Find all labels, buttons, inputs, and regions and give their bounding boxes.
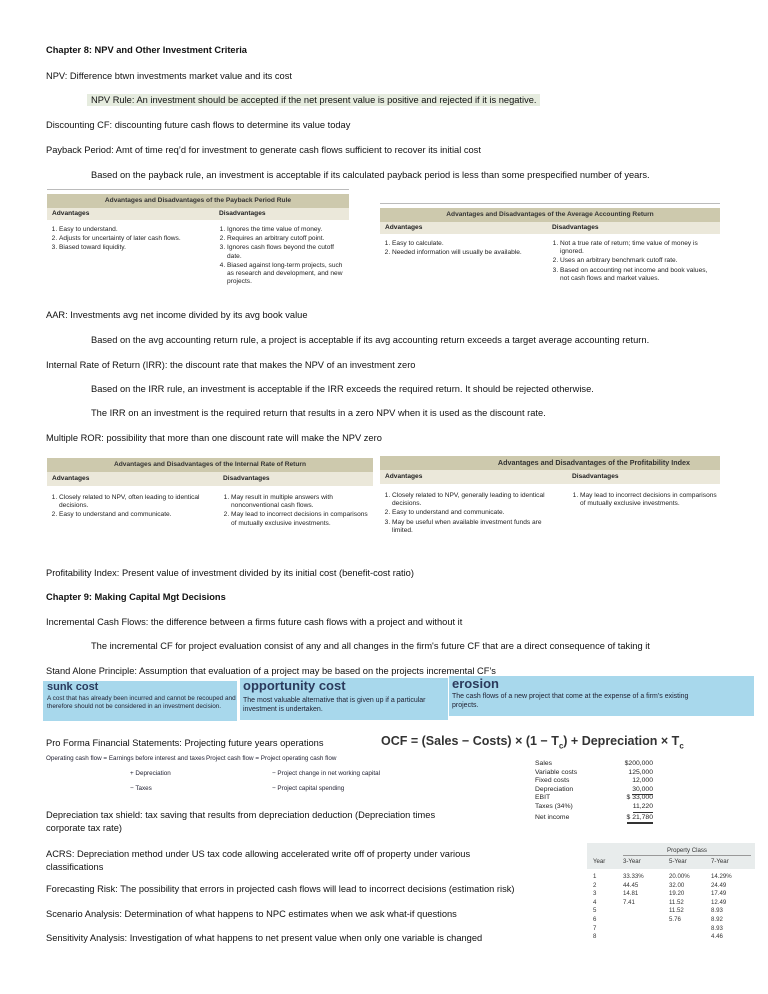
three-year-cell: 7.41 [623,898,635,906]
payback-rule: Based on the payback rule, an investment is acceptable if its calculated payback period is less than some prespecified number of years. [91,170,650,180]
seven-year-cell: 17.49 [711,890,727,898]
row-value: $ 21,780 [627,814,653,825]
disadvantages-list [215,226,345,287]
disadvantages-header: Disadvantages [572,473,619,480]
aar-rule: Based on the avg accounting return rule, a project is acceptable if its avg accounting return exceeds a target average accounting return. [91,335,650,345]
sensitivity-analysis: Sensitivity Analysis: Investigation of what happens to net present value when only one variable is changed [46,933,483,943]
list-item: 1. Easy to understand. [59,226,215,234]
list-item: 1. Ignores the time value of money. [227,226,345,234]
table-header [47,208,349,220]
minus-capital-spending: − Project capital spending [272,785,345,792]
discounting-cf: Discounting CF: discounting future cash flows to determine its value today [46,120,351,130]
pi-table [380,456,720,556]
seven-year-cell: 8.92 [711,916,723,923]
profitability-index: Profitability Index: Present value of investment divided by its initial cost (benefit-cost ratio) [46,568,414,578]
multiple-ror: Multiple ROR: possibility that more than one discount rate will make the NPV zero [46,433,382,443]
disadvantages-header: Disadvantages [552,224,599,231]
ocf-formula-subscript: c [679,741,684,751]
depreciation-tax-shield-cont: corporate tax rate) [46,823,122,833]
year-cell: 2 [593,881,597,889]
stand-alone-principle: Stand Alone Principle: Assumption that evaluation of a project may be based on the projects incremental CF’s [46,666,496,676]
row-label: Net income [535,813,570,821]
advantages-header: Advantages [52,210,90,217]
sunk-cost-title: sunk cost [47,681,99,693]
property-class-label: Property Class [667,847,707,854]
irr-definition-2: The IRR on an investment is the required return that results in a zero NPV when it is used as the discount rate. [91,408,546,418]
table-row [535,760,653,769]
row-label: Variable costs [535,768,578,776]
plus-depreciation: + Depreciation [130,770,171,777]
acrs-definition-cont: classifications [46,862,104,872]
disadvantages-list [219,494,369,529]
payback-period: Payback Period: Amt of time req’d for investment to generate cash flows sufficient to recover its initial cost [46,145,481,155]
table-row [535,794,653,803]
list-item: 3. Ignores cash flows beyond the cutoff date. [227,244,345,260]
advantages-header: Advantages [385,473,423,480]
seven-year-cell: 12.49 [711,898,727,906]
irr-rule: Based on the IRR rule, an investment is acceptable if the IRR exceeds the required return. It should be rejected otherwise. [91,384,594,394]
project-cash-flow-definition: Project cash flow = Project operating cash flow [206,755,337,762]
ocf-formula [381,734,684,751]
list-item: 1. Not a true rate of return; time value of money is ignored. [560,240,718,256]
seven-year-cell: 14.29% [711,873,732,880]
depreciation-tax-shield: Depreciation tax shield: tax saving that results from depreciation deduction (Depreciation times [46,810,436,820]
row-label: Fixed costs [535,777,570,785]
list-item: 1. May lead to incorrect decisions in comparisons of mutually exclusive investments. [580,492,718,508]
advantages-list [380,492,558,536]
minus-taxes: − Taxes [130,785,152,792]
income-statement [535,760,653,822]
npv-definition: NPV: Difference btwn investments market value and its cost [46,71,292,81]
list-item: 1. May result in multiple answers with nonconventional cash flows. [231,494,369,510]
row-label: Taxes (34%) [535,802,573,810]
erosion-description: The cash flows of a new project that come at the expense of a firm’s existing projects. [452,693,689,709]
table-row [535,814,653,823]
macrs-table [587,843,755,979]
five-year-cell: 11.52 [669,898,684,906]
list-item: 2. Uses an arbitrary benchmark cutoff rate. [560,257,718,265]
three-year-cell: 44.45 [623,881,639,889]
row-value: 30,000 [632,786,653,796]
disadvantages-header: Disadvantages [223,475,270,482]
row-value: 11,220 [633,803,653,813]
list-item: 4. Biased against long-term projects, such as research and development, and new projects. [227,262,345,287]
list-item: 3. May be useful when available investment funds are limited. [392,519,558,535]
table-title: Advantages and Disadvantages of the Average Accounting Return [380,208,720,222]
col-header: 3-Year [623,858,641,865]
year-cell: 6 [593,916,597,923]
operating-cash-flow-definition: Operating cash flow = Earnings before interest and taxes [46,755,205,762]
list-item: 3. Based on accounting net income and book values, not cash flows and market values. [560,267,718,283]
seven-year-cell: 24.49 [711,881,727,889]
advantages-header: Advantages [385,224,423,231]
erosion-title: erosion [452,676,499,691]
ocf-formula-subscript: c [558,741,564,751]
forecasting-risk: Forecasting Risk: The possibility that errors in projected cash flows will lead to incorrect decisions (estimation risk) [46,884,515,894]
erosion-box [449,676,754,716]
npv-rule [87,95,540,105]
row-label: Sales [535,760,553,767]
seven-year-cell: 8.93 [711,924,723,932]
acrs-definition: ACRS: Depreciation method under US tax code allowing accelerated write off of property under various [46,849,471,859]
disadvantages-list [568,492,718,509]
list-item: 1. Easy to calculate. [392,240,540,248]
aar-definition: AAR: Investments avg net income divided by its avg book value [46,310,308,320]
list-item: 2. Requires an arbitrary cutoff point. [227,235,345,243]
incremental-cash-flows: Incremental Cash Flows: the difference between a firms future cash flows with a project and without it [46,617,463,627]
five-year-cell: 19.20 [669,890,685,898]
col-header: 5-Year [669,858,687,865]
scenario-analysis: Scenario Analysis: Determination of what happens to NPC estimates when we ask what-if questions [46,909,457,919]
three-year-cell: 14.81 [623,890,639,898]
list-item: 2. May lead to incorrect decisions in comparisons of mutually exclusive investments. [231,511,369,527]
col-header: Year [593,858,606,865]
year-cell: 5 [593,907,597,915]
list-item: 1. Closely related to NPV, generally leading to identical decisions. [392,492,558,508]
list-item: 2. Adjusts for uncertainty of later cash flows. [59,235,215,243]
advantages-list [47,494,217,521]
list-item: 1. Closely related to NPV, often leading to identical decisions. [59,494,217,510]
table-row [535,786,653,795]
table-row [535,777,653,786]
five-year-cell: 5.76 [669,916,681,923]
seven-year-cell: 4.46 [711,933,723,941]
seven-year-cell: 8.93 [711,907,723,915]
year-cell: 4 [593,898,597,906]
sunk-cost-description: A cost that has already been incurred and cannot be recouped and therefore should not be considered in an investment decision. [47,695,236,710]
ocf-formula-main: OCF = (Sales − Costs) × (1 − T [381,734,559,748]
year-cell: 1 [593,873,597,880]
five-year-cell: 11.52 [669,907,684,915]
aar-table [380,203,720,302]
year-cell: 7 [593,924,597,932]
chapter-8-title: Chapter 8: NPV and Other Investment Criteria [46,45,247,55]
list-item: 2. Needed information will usually be available. [392,249,540,257]
npv-rule-highlight: NPV Rule: An investment should be accepted if the net present value is positive and rejected if it is negative. [87,94,540,106]
list-item: 2. Easy to understand and communicate. [392,509,558,517]
row-value: 12,000 [632,777,653,785]
ocf-formula-tail: ) + Depreciation × T [563,734,680,748]
col-header: 7-Year [711,858,729,865]
row-label: EBIT [535,794,551,802]
list-item: 2. Easy to understand and communicate. [59,511,217,519]
advantages-list [380,240,540,258]
list-item: 3. Biased toward liquidity. [59,244,215,252]
row-value: $ 33,000 [626,794,653,802]
five-year-cell: 20.00% [669,873,690,880]
disadvantages-list [548,240,718,284]
advantages-list [47,226,215,254]
table-row [535,769,653,778]
table-row [535,803,653,812]
three-year-cell: 33.33% [623,873,644,880]
opportunity-cost-title: opportunity cost [243,678,346,693]
table-header [47,472,373,486]
pro-forma-statements: Pro Forma Financial Statements: Projecting future years operations [46,738,324,748]
table-header [380,222,720,234]
payback-table [47,189,349,298]
row-value: 125,000 [628,768,653,776]
five-year-cell: 32.00 [669,881,685,889]
opportunity-cost-description: The most valuable alternative that is given up if a particular investment is undertaken. [243,697,426,713]
disadvantages-header: Disadvantages [219,210,266,217]
irr-definition: Internal Rate of Return (IRR): the discount rate that makes the NPV of an investment zero [46,360,416,370]
year-cell: 3 [593,890,597,898]
year-cell: 8 [593,933,597,941]
table-title: Advantages and Disadvantages of the Profitability Index [380,456,720,470]
opportunity-cost-box [240,678,448,720]
advantages-header: Advantages [52,475,90,482]
row-value: $200,000 [624,760,653,767]
table-header [380,470,720,484]
minus-nwc: − Project change in net working capital [272,770,380,777]
table-title: Advantages and Disadvantages of the Payback Period Rule [47,194,349,208]
chapter-9-title: Chapter 9: Making Capital Mgt Decisions [46,592,226,602]
irr-table [47,458,373,558]
incremental-rule: The incremental CF for project evaluation consist of any and all changes in the firm's future CF that are a direct consequence of taking it [91,641,650,651]
sunk-cost-box [43,681,237,721]
table-title: Advantages and Disadvantages of the Internal Rate of Return [47,458,373,472]
row-label: Depreciation [535,785,574,793]
